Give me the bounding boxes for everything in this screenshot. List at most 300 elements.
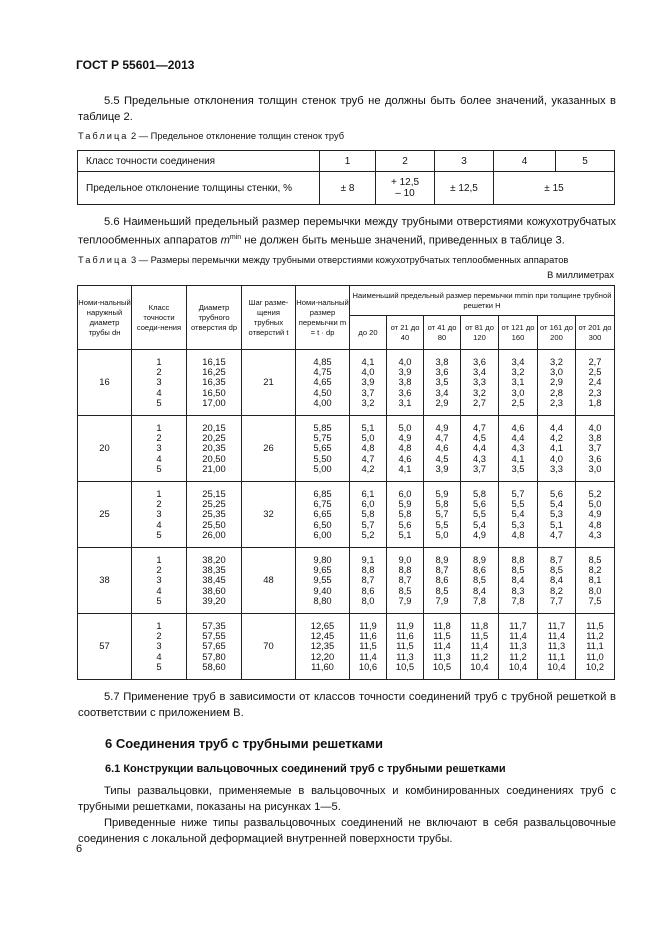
t3-min-size-value: 4,1 <box>549 442 564 454</box>
paragraph-6-1-b: Приведенные ниже типы развальцовочных соединений не включают в себя развальцовочные соединения с локальной деформацией внутренней поверхности трубы. <box>78 817 616 845</box>
t3-step: 21 <box>242 350 296 416</box>
table-row <box>78 614 615 680</box>
t3-min-size-value: 7,9 <box>435 594 449 606</box>
t3-hole-diameter-value: 20,50 <box>202 452 226 464</box>
t3-min-size-value: 8,5 <box>472 574 487 586</box>
t3-min-size-value: 8,2 <box>549 584 564 596</box>
t2-class-5: 5 <box>556 151 615 172</box>
t3-min-size-value: 8,5 <box>511 564 525 576</box>
t3-nominal <box>296 548 350 614</box>
t3-min-size-value: 2,4 <box>588 376 602 388</box>
t3-min-size <box>576 548 615 614</box>
table-2-caption-text: 2 — Предельное отклонение толщин стенок труб <box>128 131 345 141</box>
t3-class-value: 1 <box>156 421 162 433</box>
t3-min-size-value: 2,9 <box>549 376 564 388</box>
t3-hole-diameter-value: 38,45 <box>202 574 226 586</box>
t3-hole-diameter-value: 25,35 <box>202 508 226 520</box>
t3-min-size-value: 3,7 <box>588 442 602 454</box>
t3-hole-diameter-value: 16,25 <box>202 366 226 378</box>
t3-class-value: 3 <box>156 574 162 586</box>
t3-min-size-value: 3,9 <box>435 462 449 474</box>
t3-min-size-value: 4,0 <box>549 452 564 464</box>
t3-min-size-value: 8,4 <box>549 574 564 586</box>
t3-min-size-value: 5,8 <box>472 487 487 499</box>
t3-class <box>132 614 187 680</box>
t3-class-value: 1 <box>156 355 162 367</box>
t3-header-diameter: Номи-нальный наружный диаметр трубы dн <box>78 286 132 350</box>
t3-min-size <box>499 548 538 614</box>
t2-deviation-3: ± 12,5 <box>435 172 494 205</box>
t3-hole-diameter-value: 38,20 <box>202 553 226 565</box>
t3-min-size-value: 3,8 <box>398 376 412 388</box>
t3-min-size-value: 5,8 <box>398 508 412 520</box>
t3-nominal-value: 5,75 <box>313 432 332 444</box>
t3-min-size-value: 4,8 <box>361 442 375 454</box>
t3-min-size-value: 3,1 <box>398 396 412 408</box>
t3-class-value: 3 <box>156 376 162 388</box>
t3-min-size-value: 6,0 <box>398 487 412 499</box>
t3-nominal <box>296 614 350 680</box>
t3-min-size-value: 5,3 <box>511 518 525 530</box>
t3-min-size-value: 11,4 <box>509 630 527 642</box>
t3-min-size <box>576 416 615 482</box>
t3-min-size-value: 5,7 <box>361 518 375 530</box>
t3-min-size <box>499 416 538 482</box>
t3-min-size <box>576 350 615 416</box>
t3-min-size-value: 8,0 <box>361 594 375 606</box>
t3-min-size-value: 4,3 <box>588 528 602 540</box>
section-6-title: 6 Соединения труб с трубными решетками <box>105 736 383 751</box>
t3-min-size <box>387 614 424 680</box>
t3-nominal-value: 9,80 <box>313 553 332 565</box>
t3-min-size-value: 4,0 <box>361 366 375 378</box>
t3-min-size-value: 4,8 <box>588 518 602 530</box>
t3-min-size-value: 8,7 <box>361 574 375 586</box>
t3-min-size-value: 4,3 <box>472 452 487 464</box>
t3-min-size-value: 4,9 <box>435 421 449 433</box>
t3-min-size-value: 3,3 <box>549 462 564 474</box>
t3-header-min-group: Наименьший предельный размер перемычки mmin при толщине трубной решетки H <box>350 286 615 316</box>
t3-nominal-value: 8,80 <box>313 594 332 606</box>
t2-deviation-2 <box>376 172 435 205</box>
t3-min-size-value: 3,0 <box>588 462 602 474</box>
t3-min-size-value: 3,6 <box>435 366 449 378</box>
t3-min-size-value: 3,3 <box>472 376 487 388</box>
t3-min-size-value: 3,2 <box>511 366 525 378</box>
t3-min-size-value: 5,1 <box>398 528 412 540</box>
t3-nominal-value: 4,65 <box>313 376 332 388</box>
t3-class-value: 2 <box>156 564 162 576</box>
document-header: ГОСТ Р 55601—2013 <box>76 58 195 72</box>
t3-min-size-value: 7,8 <box>511 594 525 606</box>
t3-min-size-value: 5,8 <box>361 508 375 520</box>
t3-class-value: 2 <box>156 498 162 510</box>
t3-min-size-value: 3,7 <box>361 386 375 398</box>
table-3-units: В миллиметрах <box>547 270 614 280</box>
t3-min-size-value: 3,4 <box>511 355 525 367</box>
t3-min-size-value: 11,3 <box>433 650 451 662</box>
t3-nominal-value: 6,75 <box>313 498 332 510</box>
t3-hole-diameter <box>187 416 242 482</box>
t3-header-range: до 20 <box>350 316 387 350</box>
t3-min-size-value: 11,9 <box>396 619 414 631</box>
t3-nominal-value: 11,60 <box>311 660 334 672</box>
t3-class-value: 5 <box>156 660 162 672</box>
t3-min-size-value: 7,7 <box>549 594 564 606</box>
t3-min-size-value: 5,4 <box>549 498 564 510</box>
t3-min-size-value: 11,6 <box>396 630 414 642</box>
t3-min-size-value: 11,9 <box>359 619 377 631</box>
t3-min-size-value: 8,3 <box>511 584 525 596</box>
t3-min-size-value: 8,6 <box>361 584 375 596</box>
t3-header-step: Шаг разме-щения трубных отверстий t <box>242 286 296 350</box>
t3-hole-diameter-value: 20,25 <box>202 432 226 444</box>
t3-nominal-value: 4,50 <box>313 386 332 398</box>
t3-class-value: 5 <box>156 528 162 540</box>
t3-min-size-value: 2,7 <box>588 355 602 367</box>
t3-header-range: от 161 до 200 <box>538 316 576 350</box>
paragraph-5-7: 5.7 Применение труб в зависимости от классов точности соединений труб с трубной решеткой в соответствии с приложением В. <box>78 691 616 719</box>
t3-min-size-value: 8,1 <box>588 574 602 586</box>
t3-min-size-value: 10,4 <box>547 660 566 672</box>
t3-min-size-value: 10,6 <box>358 660 378 672</box>
t3-class-value: 3 <box>156 640 162 652</box>
t3-min-size-value: 4,2 <box>549 432 564 444</box>
t3-min-size-value: 4,7 <box>361 452 375 464</box>
t3-min-size-value: 5,5 <box>435 518 449 530</box>
t3-min-size-value: 2,7 <box>472 396 487 408</box>
t3-step: 32 <box>242 482 296 548</box>
t3-nominal-value: 5,65 <box>313 442 332 454</box>
t3-class-value: 1 <box>156 487 162 499</box>
t3-class-value: 2 <box>156 630 162 642</box>
page-number: 6 <box>76 843 83 855</box>
t3-class <box>132 548 187 614</box>
t3-min-size <box>424 548 461 614</box>
t3-min-size <box>499 482 538 548</box>
t3-min-size-value: 8,5 <box>588 553 602 565</box>
t3-min-size <box>387 350 424 416</box>
t3-nominal-value: 5,00 <box>313 462 332 474</box>
t3-diameter: 38 <box>78 548 132 614</box>
t3-min-size-value: 11,5 <box>470 630 489 642</box>
t3-min-size-value: 8,5 <box>435 584 449 596</box>
t3-min-size <box>350 350 387 416</box>
t3-nominal-value: 4,00 <box>313 396 332 408</box>
t3-min-size-value: 3,6 <box>398 386 412 398</box>
t3-min-size-value: 5,6 <box>549 487 564 499</box>
t3-nominal <box>296 416 350 482</box>
t3-min-size-value: 3,0 <box>549 366 564 378</box>
t3-min-size-value: 8,9 <box>472 553 487 565</box>
t3-min-size-value: 5,4 <box>472 518 487 530</box>
t3-min-size-value: 4,0 <box>398 355 412 367</box>
t3-min-size-value: 8,9 <box>435 553 449 565</box>
t3-hole-diameter <box>187 548 242 614</box>
t3-class-value: 5 <box>156 396 162 408</box>
t3-min-size <box>538 548 576 614</box>
t3-class-value: 4 <box>156 518 162 530</box>
t3-min-size-value: 3,9 <box>361 376 375 388</box>
t2-deviation-4-5: ± 15 <box>494 172 615 205</box>
t3-class-value: 4 <box>156 650 162 662</box>
t3-min-size-value: 5,4 <box>511 508 525 520</box>
t3-min-size-value: 11,2 <box>586 630 604 642</box>
t3-min-size-value: 10,5 <box>395 660 415 672</box>
t3-min-size-value: 11,4 <box>433 640 451 652</box>
t3-nominal <box>296 482 350 548</box>
t3-min-size-value: 11,2 <box>470 650 489 662</box>
t3-min-size-value: 11,4 <box>359 650 377 662</box>
t2-deviation-1: ± 8 <box>320 172 376 205</box>
t3-min-size-value: 3,2 <box>549 355 564 367</box>
t3-hole-diameter-value: 20,15 <box>202 421 226 433</box>
t3-min-size-value: 11,7 <box>509 619 527 631</box>
t3-min-size-value: 3,9 <box>398 366 412 378</box>
t3-nominal-value: 12,20 <box>310 650 335 662</box>
t3-hole-diameter-value: 57,65 <box>202 640 226 652</box>
table-row <box>78 482 615 548</box>
t3-nominal-value: 4,75 <box>313 366 332 378</box>
t3-min-size-value: 5,0 <box>435 528 449 540</box>
t3-min-size-value: 11,4 <box>470 640 489 652</box>
t3-min-size-value: 4,5 <box>472 432 487 444</box>
t3-min-size-value: 5,0 <box>588 498 602 510</box>
t3-class-value: 4 <box>156 452 162 464</box>
t2-deviation-label: Предельное отклонение толщины стенки, % <box>78 172 320 205</box>
t3-min-size <box>576 482 615 548</box>
t3-min-size <box>424 350 461 416</box>
t3-min-size <box>350 482 387 548</box>
t3-min-size-value: 5,1 <box>361 421 375 433</box>
t3-hole-diameter-value: 38,35 <box>202 564 226 576</box>
t3-min-size-value: 5,1 <box>549 518 564 530</box>
t3-class-value: 5 <box>156 462 162 474</box>
t2-class-4: 4 <box>494 151 556 172</box>
t3-nominal-value: 5,50 <box>313 452 332 464</box>
t3-hole-diameter-value: 25,50 <box>202 518 226 530</box>
t3-min-size <box>499 350 538 416</box>
t2-class-2: 2 <box>376 151 435 172</box>
t2-class-3: 3 <box>435 151 494 172</box>
t2-deviation-2-plus: + 12,5 <box>390 177 420 188</box>
t3-min-size-value: 4,6 <box>398 452 412 464</box>
t3-min-size-value: 10,5 <box>432 660 452 672</box>
t3-min-size-value: 5,7 <box>511 487 525 499</box>
t3-nominal-value: 9,65 <box>313 564 332 576</box>
t3-min-size-value: 11,3 <box>509 640 527 652</box>
t3-min-size-value: 4,3 <box>511 442 525 454</box>
t3-hole-diameter-value: 57,55 <box>202 630 226 642</box>
t3-min-size-value: 7,8 <box>472 594 487 606</box>
t3-header-hole-diameter: Диаметр трубного отверстия dр <box>187 286 242 350</box>
t3-min-size-value: 4,5 <box>435 452 449 464</box>
t3-min-size-value: 6,1 <box>361 487 375 499</box>
t3-min-size-value: 5,2 <box>588 487 602 499</box>
t3-min-size-value: 8,7 <box>435 564 449 576</box>
t3-min-size-value: 5,2 <box>361 528 375 540</box>
t3-min-size-value: 4,4 <box>472 442 487 454</box>
t3-min-size-value: 2,9 <box>435 396 449 408</box>
t2-deviation-2-minus: – 10 <box>395 188 415 199</box>
t3-hole-diameter-value: 25,15 <box>202 487 226 499</box>
t3-min-size-value: 4,9 <box>472 528 487 540</box>
t2-class-1: 1 <box>320 151 376 172</box>
t3-min-size <box>424 614 461 680</box>
t3-nominal-value: 6,65 <box>313 508 332 520</box>
t3-header-range: от 41 до 80 <box>424 316 461 350</box>
t3-min-size-value: 2,5 <box>588 366 602 378</box>
t3-class-value: 4 <box>156 386 162 398</box>
t3-hole-diameter <box>187 482 242 548</box>
t3-min-size-value: 4,9 <box>398 432 412 444</box>
t3-class-value: 1 <box>156 619 162 631</box>
paragraph-5-5: 5.5 Предельные отклонения толщин стенок труб не должны быть более значений, указанных в таблице 2. <box>78 95 616 123</box>
t3-min-size-value: 11,6 <box>359 630 377 642</box>
t3-min-size-value: 2,8 <box>549 386 564 398</box>
t3-min-size-value: 2,3 <box>588 386 602 398</box>
t3-min-size-value: 2,3 <box>549 396 564 408</box>
t3-nominal-value: 12,45 <box>310 630 335 642</box>
t3-min-size-value: 4,2 <box>361 462 375 474</box>
t3-min-size-value: 11,1 <box>586 640 604 652</box>
table-row <box>78 350 615 416</box>
p56-m: m <box>220 234 230 247</box>
t3-min-size-value: 9,1 <box>361 553 375 565</box>
t3-min-size-value: 4,7 <box>472 421 487 433</box>
t3-nominal <box>296 350 350 416</box>
t3-min-size <box>538 614 576 680</box>
t3-step: 26 <box>242 416 296 482</box>
t3-min-size <box>538 416 576 482</box>
t3-min-size-value: 8,8 <box>398 564 412 576</box>
t3-min-size-value: 11,4 <box>547 630 566 642</box>
t3-min-size-value: 5,9 <box>398 498 412 510</box>
t3-min-size-value: 5,0 <box>398 421 412 433</box>
t3-nominal-value: 12,65 <box>310 619 335 631</box>
t3-class <box>132 350 187 416</box>
t3-min-size <box>387 416 424 482</box>
p56-text-1: 5.6 Наименьший предельный размер перемычки между трубными отверстиями кожухотрубчатых теплообменных аппаратов <box>78 216 616 247</box>
t3-class-value: 3 <box>156 442 162 454</box>
t3-diameter: 20 <box>78 416 132 482</box>
section-6-1-title: 6.1 Конструкции вальцовочных соединений труб с трубными решетками <box>105 763 506 775</box>
t3-min-size-value: 8,0 <box>588 584 602 596</box>
t3-min-size <box>461 416 499 482</box>
t3-nominal-value: 5,85 <box>313 421 332 433</box>
t3-min-size-value: 5,6 <box>398 518 412 530</box>
t3-min-size-value: 11,0 <box>586 650 604 662</box>
t3-min-size-value: 4,4 <box>511 432 525 444</box>
t3-header-range: от 21 до 40 <box>387 316 424 350</box>
t3-min-size-value: 3,1 <box>511 376 525 388</box>
t3-class-value: 2 <box>156 366 162 378</box>
table-row <box>78 416 615 482</box>
t3-min-size <box>538 350 576 416</box>
paragraph-6-1-a: Типы развальцовки, применяемые в вальцовочных и комбинированных соединениях труб с трубными решетками, показаны на рисунках 1—5. <box>78 785 616 813</box>
t3-min-size-value: 3,2 <box>361 396 375 408</box>
t3-min-size-value: 4,1 <box>361 355 375 367</box>
t3-header-class: Класс точности соеди-нения <box>132 286 187 350</box>
t3-hole-diameter-value: 39,20 <box>202 594 226 606</box>
t3-class <box>132 482 187 548</box>
t3-header-nominal: Номи-нальный размер перемычки m = t · dр <box>296 286 350 350</box>
t2-class-label: Класс точности соединения <box>78 151 320 172</box>
t3-min-size-value: 3,7 <box>472 462 487 474</box>
t3-nominal-value: 9,40 <box>313 584 332 596</box>
t3-min-size-value: 4,4 <box>549 421 564 433</box>
t3-min-size-value: 10,4 <box>470 660 489 672</box>
p56-text-2: не должен быть меньше значений, приведенных в таблице 3. <box>241 234 565 247</box>
t3-min-size-value: 8,2 <box>588 564 602 576</box>
t3-min-size-value: 11,8 <box>433 619 451 631</box>
t3-min-size <box>461 548 499 614</box>
t3-min-size <box>424 416 461 482</box>
table-3-caption <box>78 255 568 265</box>
t3-min-size-value: 3,4 <box>435 386 449 398</box>
t3-min-size-value: 11,8 <box>470 619 489 631</box>
t3-hole-diameter-value: 25,25 <box>202 498 226 510</box>
t3-class <box>132 416 187 482</box>
t3-min-size-value: 4,8 <box>511 528 525 540</box>
t3-min-size <box>576 614 615 680</box>
t3-min-size-value: 4,6 <box>511 421 525 433</box>
t3-min-size-value: 4,6 <box>435 442 449 454</box>
t3-min-size <box>461 614 499 680</box>
t3-hole-diameter-value: 57,80 <box>202 650 226 662</box>
t3-min-size-value: 4,1 <box>511 452 525 464</box>
t3-min-size-value: 4,9 <box>588 508 602 520</box>
t3-min-size-value: 8,4 <box>511 574 525 586</box>
t3-min-size-value: 3,6 <box>472 355 487 367</box>
t3-header-range: от 201 до 300 <box>576 316 615 350</box>
t3-min-size-value: 4,1 <box>398 462 412 474</box>
t3-min-size-value: 5,7 <box>435 508 449 520</box>
t3-min-size-value: 3,5 <box>435 376 449 388</box>
t3-step: 48 <box>242 548 296 614</box>
t3-min-size-value: 5,5 <box>472 508 487 520</box>
t3-min-size-value: 7,5 <box>588 594 602 606</box>
t3-min-size <box>461 482 499 548</box>
t3-hole-diameter-value: 16,50 <box>202 386 226 398</box>
t3-min-size-value: 7,9 <box>398 594 412 606</box>
t3-class-value: 5 <box>156 594 162 606</box>
table-3-caption-text: 3 — Размеры перемычки между трубными отверстиями кожухотрубчатых теплообменных аппаратов <box>128 255 569 265</box>
t3-min-size-value: 1,8 <box>588 396 602 408</box>
t3-min-size <box>499 614 538 680</box>
t3-min-size-value: 3,6 <box>588 452 602 464</box>
t3-min-size <box>350 614 387 680</box>
t3-hole-diameter-value: 16,35 <box>202 376 226 388</box>
table-3-caption-word: Таблица <box>78 255 129 265</box>
t3-min-size-value: 3,4 <box>472 366 487 378</box>
t3-min-size-value: 8,8 <box>511 553 525 565</box>
t3-min-size-value: 3,0 <box>511 386 525 398</box>
t3-min-size-value: 11,5 <box>359 640 377 652</box>
paragraph-5-6 <box>78 214 616 249</box>
t3-min-size-value: 11,2 <box>509 650 527 662</box>
t3-header-range: от 81 до 120 <box>461 316 499 350</box>
t3-min-size-value: 8,6 <box>472 564 487 576</box>
t3-min-size-value: 3,2 <box>472 386 487 398</box>
t3-diameter: 57 <box>78 614 132 680</box>
t3-min-size-value: 2,5 <box>511 396 525 408</box>
t3-min-size-value: 10,4 <box>508 660 528 672</box>
t3-min-size-value: 5,9 <box>435 487 449 499</box>
t3-min-size-value: 3,8 <box>435 355 449 367</box>
t3-min-size-value: 4,0 <box>588 421 602 433</box>
t3-min-size-value: 5,8 <box>435 498 449 510</box>
